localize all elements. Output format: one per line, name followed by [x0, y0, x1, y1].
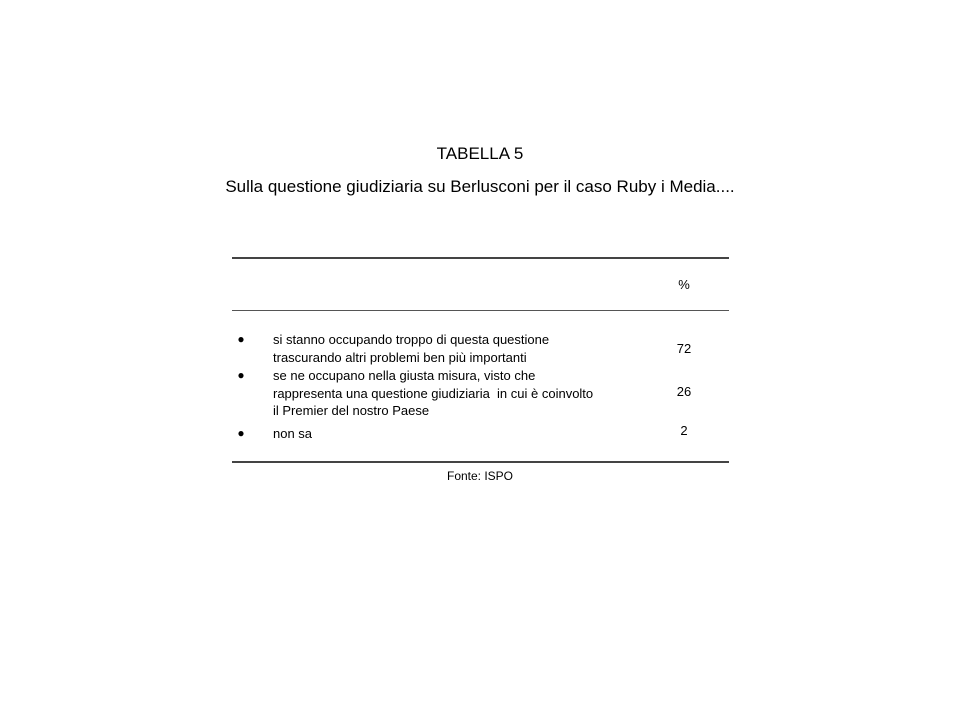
- table-header-rule: [232, 310, 729, 311]
- answer-text: se ne occupano nella giusta misura, visto che rappresenta una questione giudiziaria in cui è coinvolto il Premier del nostro Paese: [273, 368, 594, 418]
- bullet-icon: ●: [237, 332, 245, 346]
- percent-column-header: %: [678, 277, 690, 292]
- answer-text: non sa: [273, 426, 313, 441]
- answer-percent: 72: [676, 341, 692, 356]
- answer-text: si stanno occupando troppo di questa questione trascurando altri problemi ben più importanti: [273, 332, 550, 365]
- answer-percent: 26: [676, 384, 692, 399]
- bullet-icon: ●: [237, 426, 245, 440]
- source-note: Fonte: ISPO: [446, 469, 514, 483]
- table-title: TABELLA 5: [436, 144, 524, 163]
- answer-percent: 2: [680, 423, 688, 438]
- table-top-rule: [232, 257, 729, 259]
- table-bottom-rule: [232, 461, 729, 463]
- bullet-icon: ●: [237, 368, 245, 382]
- table-subtitle: Sulla questione giudiziaria su Berlusconi per il caso Ruby i Media....: [225, 177, 735, 196]
